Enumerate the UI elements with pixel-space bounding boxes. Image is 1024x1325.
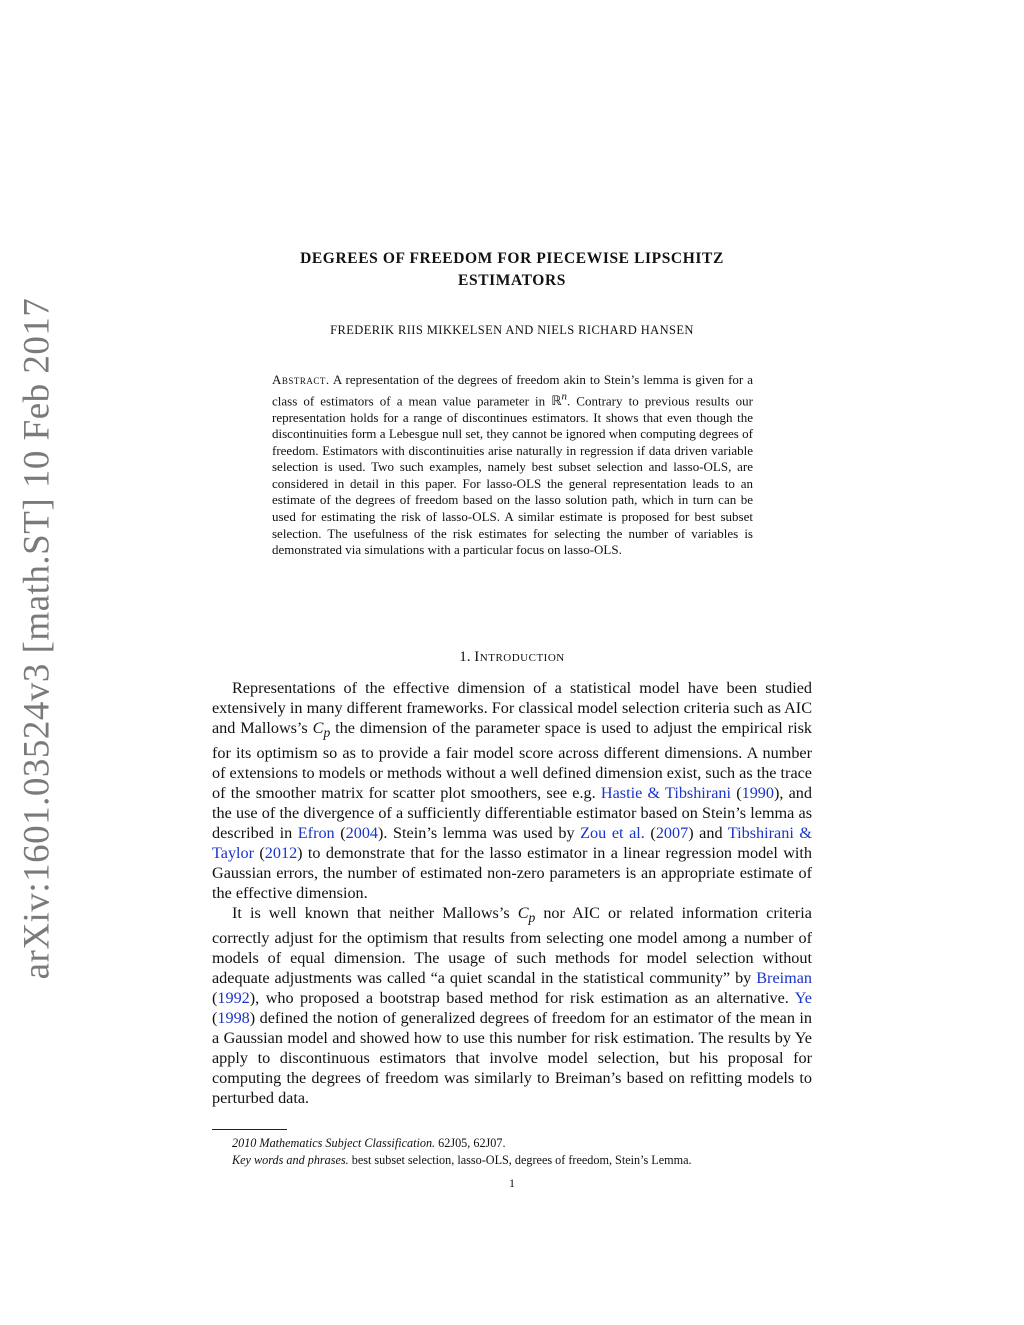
- citation-link[interactable]: Ye: [794, 989, 812, 1008]
- cp-letter: C: [312, 719, 324, 737]
- citation-link[interactable]: 2007: [655, 824, 689, 843]
- citation-link[interactable]: Zou et al.: [580, 824, 645, 843]
- footnote-divider: [212, 1129, 287, 1130]
- p2-text: nor AIC or related information criteria correctly adjust for the optimism that results from selecting one model among a number of models of equal dimension. The usage of such methods for model selection without adequate adjustments was called “a quiet scandal in the statistical community” by: [212, 904, 812, 988]
- p1-text: Representations of the effective dimension of a statistical model have been studied extensively in many different frameworks. For classical model selection criteria such as AIC and Mallows’s: [212, 679, 812, 737]
- abstract-rn-superscript: n: [561, 390, 567, 403]
- p2-text: ) defined the notion of generalized degrees of freedom for an estimator of the mean in a Gaussian model and showed how to use this number for risk estimation. The results by Ye apply to discontinuous estimators that involve model selection, but his proposal for computing the degrees of freedom was similarly to Breiman’s based on refitting models to perturbed data.: [212, 1009, 812, 1108]
- abstract-text-1: A representation of the degrees of freedom akin to Stein’s lemma is given for a class of estimators of a mean value parameter in: [272, 372, 753, 408]
- cp-symbol: [312, 719, 331, 741]
- citation-link[interactable]: Breiman: [756, 969, 812, 988]
- keywords-value: best subset selection, lasso-OLS, degrees of freedom, Stein’s Lemma.: [348, 1153, 692, 1167]
- citation-link[interactable]: 1992: [217, 989, 250, 1008]
- p1-text: (: [254, 844, 265, 863]
- cp-subscript: p: [323, 725, 331, 741]
- cp-symbol: [517, 904, 536, 926]
- msc-label: 2010 Mathematics Subject Classification.: [232, 1136, 436, 1150]
- abstract-text-2: . Contrary to previous results our representation holds for a range of discontinues estimators. It shows that even though the discontinuities form a Lebesgue null set, they cannot be ignored when computing degrees of freedom. Estimators with discontinuities arise naturally in regression if data driven variable selection is used. Two such examples, namely best subset selection and lasso-OLS, are considered in detail in this paper. For lasso-OLS the general representation leads to an estimate of the degrees of freedom based on the lasso solution path, which in turn can be used for estimating the risk of lasso-OLS. A similar estimate is proposed for best subset selection. The usefulness of the risk estimates for selecting the number of variables is demonstrated via simulations with a particular focus on lasso-OLS.: [272, 392, 753, 558]
- footnote-msc: [212, 1135, 812, 1152]
- footnote-keywords: [212, 1152, 812, 1169]
- p1-text: the dimension of the parameter space is used to adjust the empirical risk for its optimism so as to provide a fair model score across different dimensions. A number of extensions to models or methods without a well defined dimension exist, such as the trace of the smoother matrix for scatter plot smoothers, see e.g.: [212, 719, 812, 803]
- section-number: 1.: [459, 649, 471, 665]
- citation-link[interactable]: Tibshirani & Taylor: [212, 824, 812, 863]
- title-line-1: DEGREES OF FREEDOM FOR PIECEWISE LIPSCHITZ: [300, 250, 724, 267]
- p1-text: ) and: [688, 824, 728, 843]
- footnotes: [212, 1135, 812, 1169]
- citation-link[interactable]: 1998: [217, 1009, 250, 1028]
- abstract-rn-base: ℝ: [551, 392, 562, 408]
- section-name: Introduction: [474, 649, 565, 665]
- p1-text: ) to demonstrate that for the lasso estimator in a linear regression model with Gaussian errors, the number of estimated non-zero parameters is an appropriate estimate of the effective dimension.: [212, 844, 812, 903]
- title-line-2: ESTIMATORS: [458, 272, 566, 289]
- body-text: [212, 678, 812, 1108]
- cp-subscript: p: [528, 910, 536, 926]
- abstract-label: Abstract.: [272, 372, 330, 387]
- page-number: 1: [509, 1176, 515, 1190]
- paragraph-1: [212, 678, 812, 903]
- p1-text: ). Stein’s lemma was used by: [378, 824, 581, 843]
- arxiv-stamp: [2, 297, 72, 979]
- arxiv-identifier: arXiv:1601.03524v3 [math.ST] 10 Feb 2017: [16, 297, 58, 979]
- p2-text: (: [212, 1009, 218, 1028]
- citation-link[interactable]: 2004: [345, 824, 379, 843]
- paragraph-2: [212, 903, 812, 1108]
- cp-letter: C: [517, 904, 529, 923]
- p2-text: (: [212, 989, 218, 1008]
- p1-text: (: [644, 824, 656, 843]
- abstract: [272, 372, 753, 559]
- p1-text: ), and the use of the divergence of a sufficiently differentiable estimator based on Stein’s lemma as described in: [212, 784, 812, 843]
- paper-title: [212, 248, 812, 292]
- p2-text: ), who proposed a bootstrap based method for risk estimation as an alternative.: [249, 989, 795, 1008]
- p2-text: It is well known that neither Mallows’s: [232, 904, 518, 923]
- citation-link[interactable]: Efron: [297, 824, 335, 843]
- citation-link[interactable]: 2012: [264, 844, 298, 863]
- p1-text: (: [730, 784, 742, 803]
- keywords-label: Key words and phrases.: [232, 1153, 349, 1167]
- paper-authors: FREDERIK RIIS MIKKELSEN AND NIELS RICHARD HANSEN: [330, 323, 694, 337]
- p1-text: (: [334, 824, 346, 843]
- msc-value: 62J05, 62J07.: [435, 1136, 506, 1150]
- citation-link[interactable]: Hastie & Tibshirani: [600, 784, 731, 803]
- abstract-rn-symbol: [551, 390, 567, 408]
- citation-link[interactable]: 1990: [741, 784, 774, 803]
- section-heading: [212, 649, 812, 666]
